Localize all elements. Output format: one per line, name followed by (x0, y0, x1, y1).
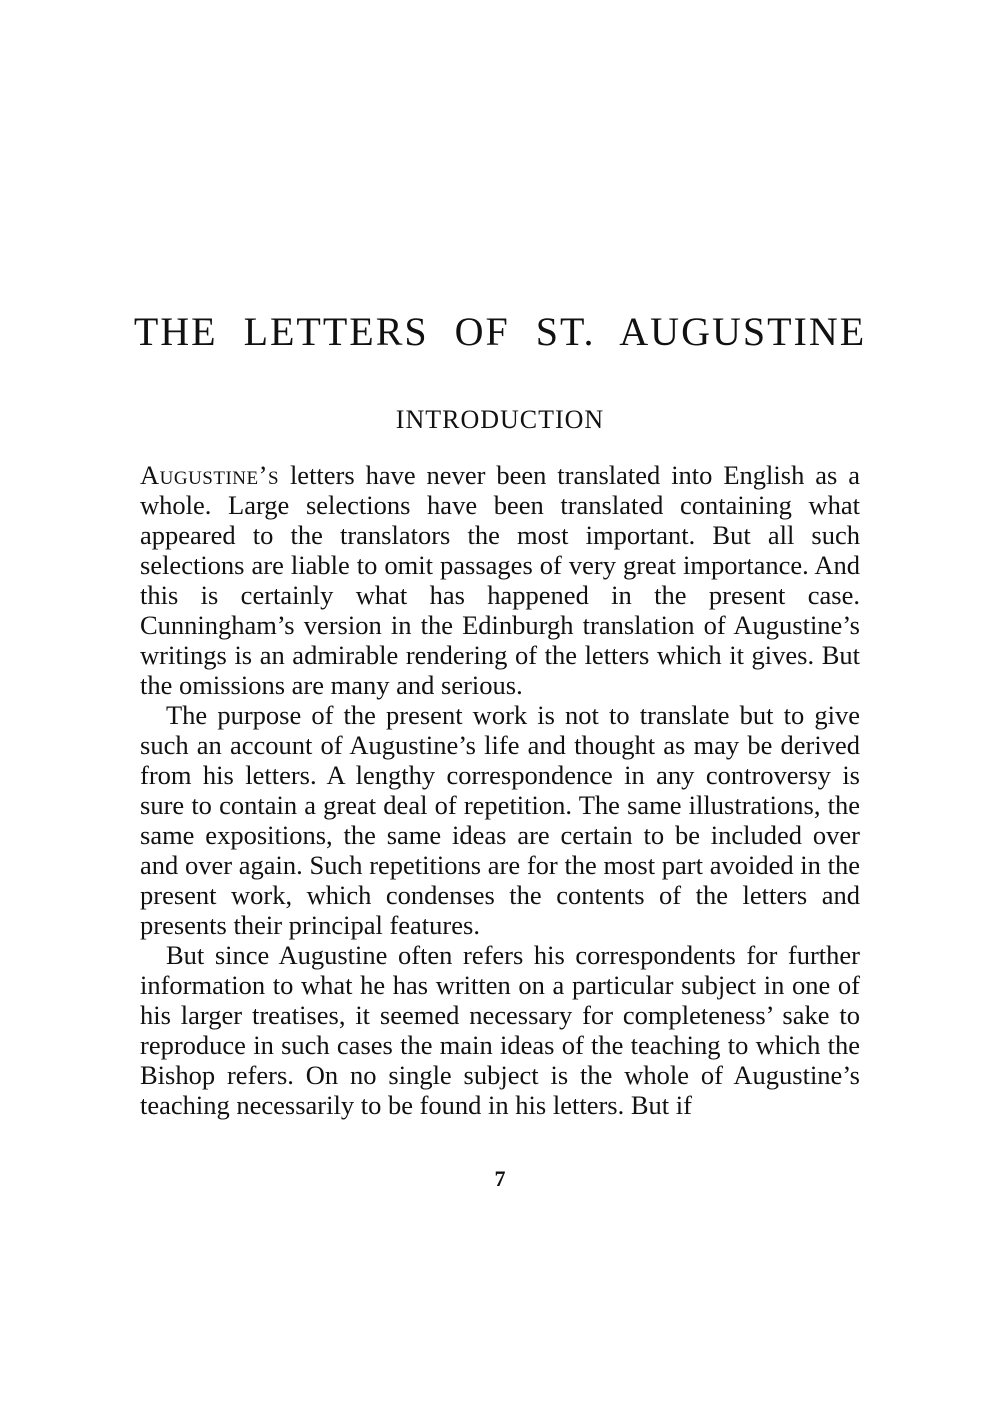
paragraph-3: But since Augustine often refers his correspondents for further information to what he has written on a particular subject in one of his larger treatises, it seemed necessary for completeness’ sake to reproduce in such cases the main ideas of the teaching to which the Bishop refers. On no single subject is the whole of Augustine’s teaching necessarily to be found in his letters. But if (140, 940, 860, 1120)
body-text (140, 460, 860, 1120)
paragraph-lead-word: Augustine’s (140, 460, 280, 490)
paragraph-2: The purpose of the present work is not to translate but to give such an account of Augustine’s life and thought as may be derived from his letters. A lengthy correspondence in any controversy is sure to contain a great deal of repetition. The same illustrations, the same expositions, the same ideas are certain to be included over and over again. Such repetitions are for the most part avoided in the present work, which condenses the contents of the letters and presents their principal features. (140, 700, 860, 940)
paragraph-1-text: letters have never been translated into English as a whole. Large selections have been translated containing what appeared to the translators the most important. But all such selections are liable to omit passages of very great importance. And this is certainly what has happened in the present case. Cunningham’s version in the Edinburgh translation of Augustine’s writings is an admirable rendering of the letters which it gives. But the omissions are many and serious. (140, 460, 860, 700)
chapter-heading: INTRODUCTION (395, 405, 605, 434)
book-title: THE LETTERS OF ST. AUGUSTINE (133, 309, 867, 354)
paragraph-1 (140, 460, 860, 700)
page-number: 7 (494, 1166, 506, 1191)
